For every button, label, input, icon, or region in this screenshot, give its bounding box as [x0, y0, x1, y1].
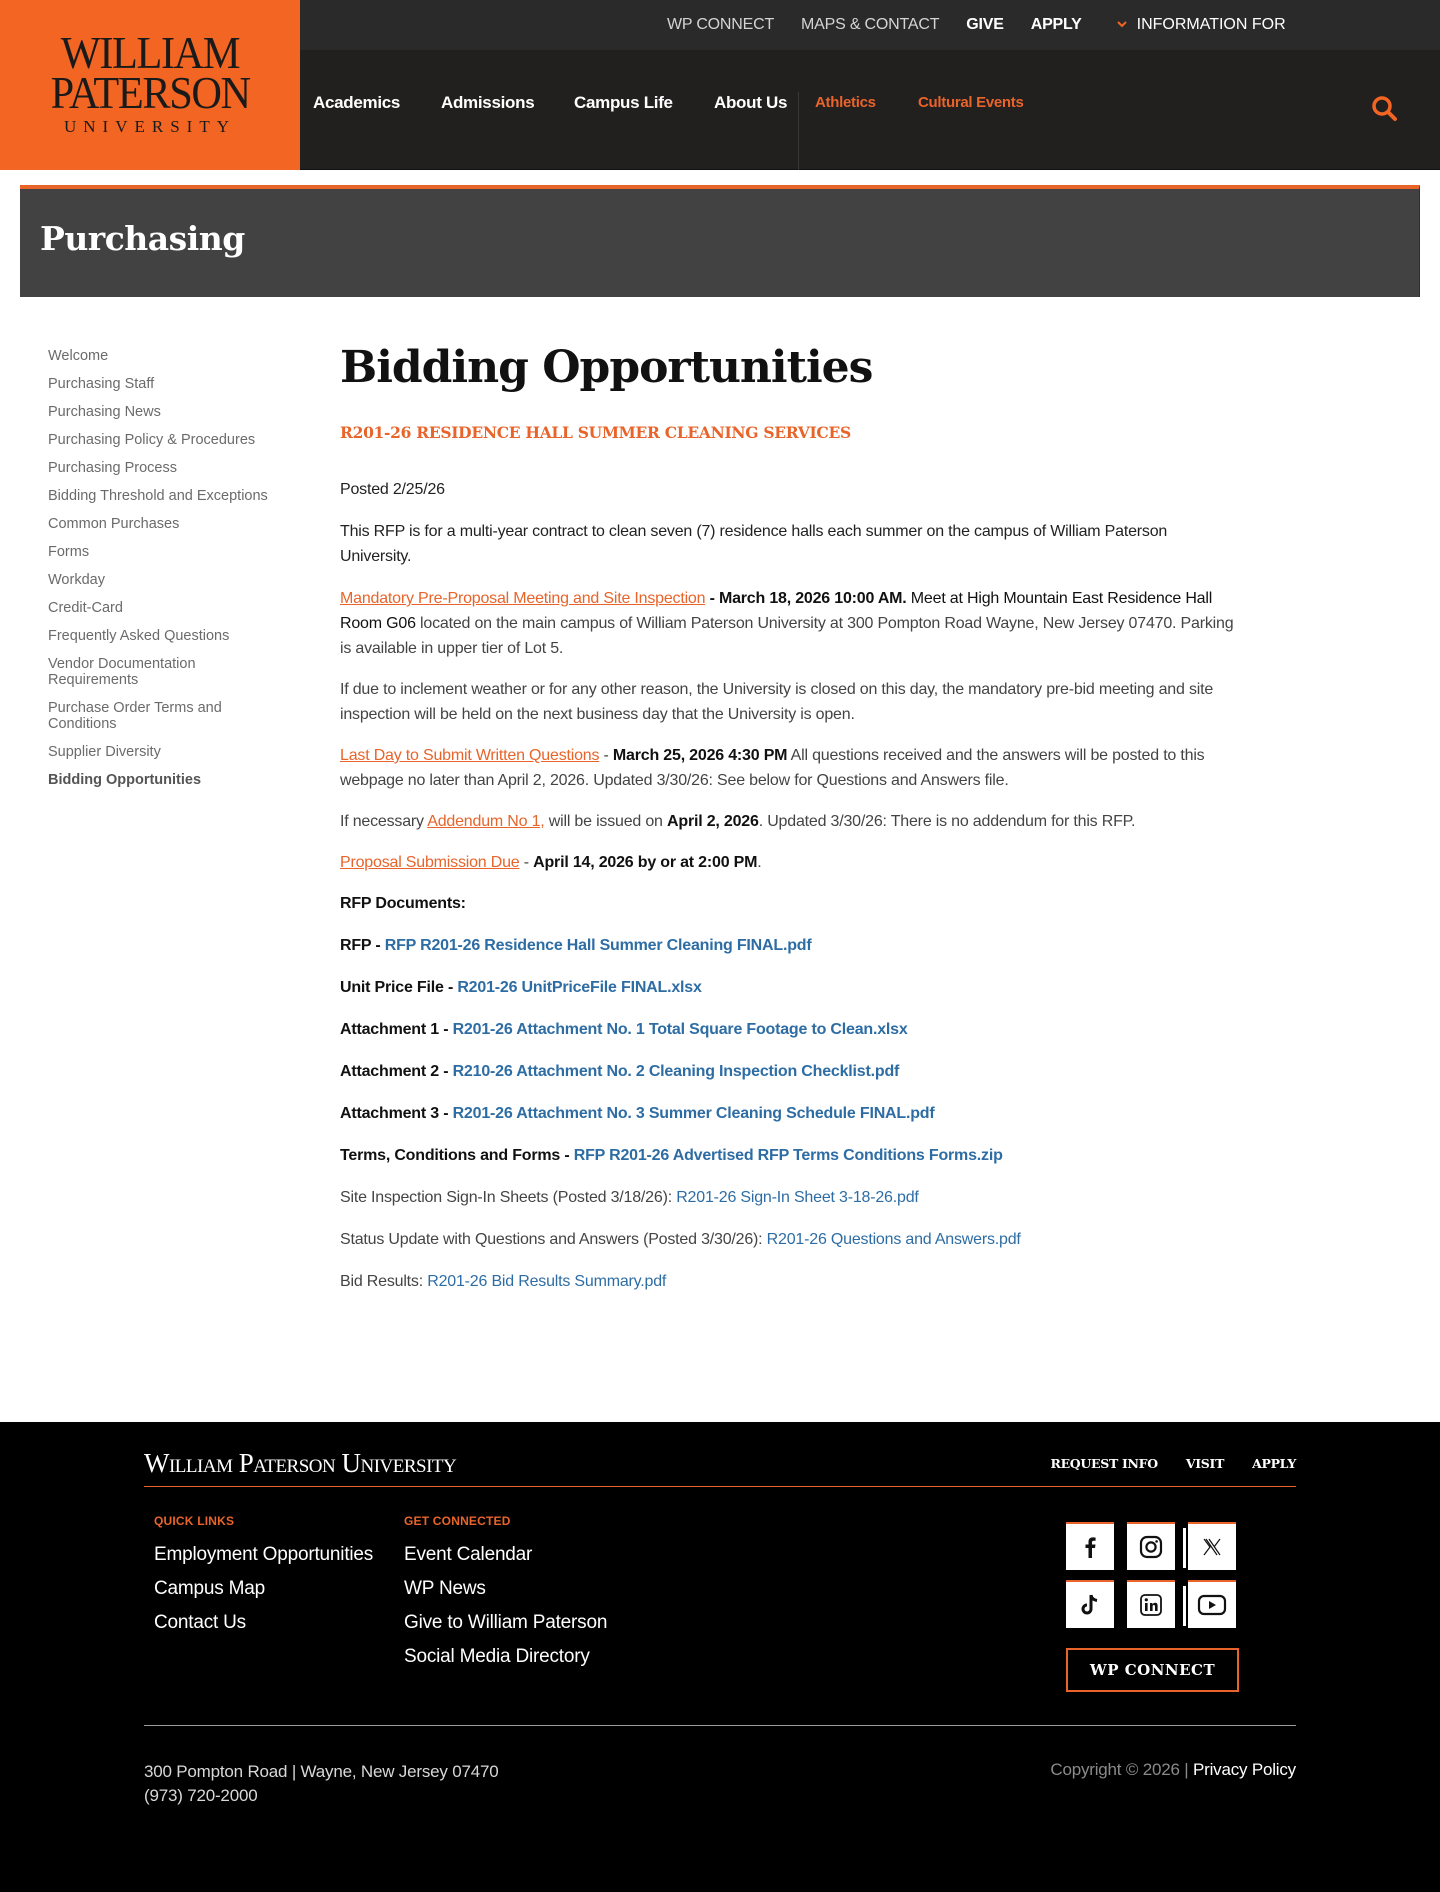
sidebar-item-workday[interactable]: Workday — [48, 572, 105, 588]
page-title: Bidding Opportunities — [340, 342, 873, 393]
document-row — [340, 975, 1240, 1000]
quick-links-title: QUICK LINKS — [154, 1514, 235, 1528]
footer-link-wp-news[interactable]: WP News — [404, 1578, 486, 1599]
document-link-attachment-1[interactable]: R201-26 Attachment No. 1 Total Square Footage to Clean.xlsx — [452, 1021, 908, 1038]
footer-link-employment[interactable]: Employment Opportunities — [154, 1544, 374, 1565]
logo-line-university: UNIVERSITY — [64, 117, 236, 136]
logo-line-william: WILLIAM — [60, 27, 240, 78]
privacy-policy-link[interactable]: Privacy Policy — [1192, 1760, 1296, 1779]
nav-divider — [798, 92, 799, 170]
addendum-prefix: If necessary — [340, 813, 428, 830]
questions-paragraph — [340, 743, 1240, 793]
nav-about-us[interactable]: About Us — [714, 93, 788, 112]
update-label: Status Update with Questions and Answers (Posted 3/30/26): — [340, 1231, 767, 1248]
weather-note: If due to inclement weather or for any other reason, the University is closed on this day, the mandatory pre-bid meeting and site inspection will be held on the next business day that the University is open. — [340, 681, 1214, 723]
meeting-location: Meet at High Mountain East Residence Hall Room G06 — [340, 590, 1213, 632]
document-row — [340, 1017, 1240, 1042]
footer-link-campus-map[interactable]: Campus Map — [154, 1578, 265, 1599]
sidebar-item-supplier-diversity[interactable]: Supplier Diversity — [48, 744, 161, 760]
update-row — [340, 1227, 1240, 1252]
university-logo[interactable] — [0, 0, 300, 170]
information-for-label: INFORMATION FOR — [1136, 16, 1286, 33]
sidebar-item-bidding-threshold[interactable]: Bidding Threshold and Exceptions — [48, 488, 268, 504]
sidebar-item-vendor-documentation[interactable]: Vendor Documentation Requirements — [48, 656, 196, 688]
document-link-unit-price[interactable]: R201-26 UnitPriceFile FINAL.xlsx — [457, 979, 702, 996]
update-label: Bid Results: — [340, 1273, 428, 1290]
update-row — [340, 1269, 1240, 1294]
get-connected-title: GET CONNECTED — [404, 1514, 511, 1528]
youtube-icon[interactable] — [1188, 1580, 1236, 1628]
questions-link[interactable]: Last Day to Submit Written Questions — [340, 747, 600, 764]
addendum-link[interactable]: Addendum No 1, — [427, 813, 545, 830]
utility-link-maps-contact[interactable]: MAPS & CONTACT — [801, 16, 940, 33]
footer-link-give[interactable]: Give to William Paterson — [404, 1612, 608, 1633]
tiktok-icon[interactable] — [1066, 1580, 1114, 1628]
utility-link-give[interactable]: GIVE — [966, 16, 1004, 33]
document-link-rfp[interactable]: RFP R201-26 Residence Hall Summer Cleaning FINAL.pdf — [384, 937, 812, 954]
submission-link[interactable]: Proposal Submission Due — [340, 854, 520, 871]
update-label: Site Inspection Sign-In Sheets (Posted 3/18/26): — [340, 1189, 677, 1206]
update-link-questions-answers[interactable]: R201-26 Questions and Answers.pdf — [766, 1231, 1021, 1248]
addendum-paragraph — [340, 809, 1240, 834]
utility-link-apply[interactable]: APPLY — [1030, 16, 1082, 33]
footer-divider — [144, 1486, 1296, 1487]
sidebar-item-purchasing-process[interactable]: Purchasing Process — [48, 460, 177, 476]
sidebar-item-po-terms[interactable]: Purchase Order Terms and Conditions — [48, 700, 222, 732]
phone-number: (973) 720-2000 — [144, 1786, 258, 1805]
document-link-terms-forms[interactable]: RFP R201-26 Advertised RFP Terms Conditions Forms.zip — [573, 1147, 1003, 1164]
sidebar-item-common-purchases[interactable]: Common Purchases — [48, 516, 180, 532]
meeting-link[interactable]: Mandatory Pre-Proposal Meeting and Site Inspection — [340, 590, 706, 607]
site-header — [0, 0, 1440, 170]
document-link-attachment-3[interactable]: R201-26 Attachment No. 3 Summer Cleaning Schedule FINAL.pdf — [452, 1105, 935, 1122]
nav-athletics[interactable]: Athletics — [815, 94, 876, 111]
facebook-icon[interactable] — [1066, 1522, 1114, 1570]
footer-top-links — [1022, 1456, 1296, 1471]
utility-link-wp-connect[interactable]: WP CONNECT — [667, 16, 775, 33]
footer-link-social-directory[interactable]: Social Media Directory — [404, 1646, 590, 1667]
addendum-date: April 2, 2026 — [667, 813, 759, 830]
x-icon[interactable] — [1188, 1522, 1236, 1570]
nav-admissions[interactable]: Admissions — [441, 93, 535, 112]
meeting-paragraph — [340, 586, 1240, 661]
section-title: Purchasing — [40, 219, 245, 258]
rfp-heading: R201-26 RESIDENCE HALL SUMMER CLEANING SERVICES — [340, 423, 851, 442]
update-row — [340, 1185, 1240, 1210]
document-label: Terms, Conditions and Forms - — [340, 1147, 574, 1164]
section-banner — [20, 185, 1420, 297]
wp-connect-button[interactable]: WP CONNECT — [1066, 1648, 1239, 1692]
sidebar-item-forms[interactable]: Forms — [48, 544, 90, 560]
sidebar-item-credit-card[interactable]: Credit-Card — [48, 600, 123, 616]
instagram-icon[interactable] — [1127, 1522, 1175, 1570]
sidebar-item-bidding-opportunities[interactable]: Bidding Opportunities — [48, 772, 202, 788]
document-label: Attachment 1 - — [340, 1021, 453, 1038]
copyright-text: Copyright © 2026 | — [1050, 1760, 1193, 1779]
main-content — [340, 338, 1240, 1294]
addendum-details: . Updated 3/30/26: There is no addendum for this RFP. — [758, 813, 1136, 830]
sidebar-nav — [48, 348, 298, 800]
address-line: 300 Pompton Road | Wayne, New Jersey 07470 — [144, 1762, 499, 1781]
get-connected-column — [404, 1514, 607, 1680]
utility-bar — [300, 0, 1440, 50]
period: . — [757, 854, 762, 871]
footer-wordmark: William Paterson University — [144, 1448, 457, 1478]
submission-date: April 14, 2026 by or at 2:00 PM — [533, 854, 758, 871]
document-row — [340, 1059, 1240, 1084]
nav-campus-life[interactable]: Campus Life — [574, 93, 673, 112]
quick-links-column — [154, 1514, 373, 1646]
document-row — [340, 933, 1240, 958]
footer-link-apply[interactable]: APPLY — [1252, 1456, 1296, 1471]
sidebar-item-purchasing-staff[interactable]: Purchasing Staff — [48, 376, 155, 392]
footer-link-request-info[interactable]: REQUEST INFO — [1050, 1456, 1158, 1471]
nav-cultural-events[interactable]: Cultural Events — [918, 94, 1024, 111]
update-link-bid-results[interactable]: R201-26 Bid Results Summary.pdf — [427, 1273, 667, 1290]
sidebar-item-faq[interactable]: Frequently Asked Questions — [48, 628, 230, 644]
footer-bottom-divider — [144, 1725, 1296, 1726]
meeting-date: - March 18, 2026 10:00 AM. — [705, 590, 907, 607]
questions-details: All questions received and the answers will be posted to this webpage no later than April 2, 2026. Updated 3/30/26: See below for Questions and Answers file. — [340, 747, 1205, 789]
document-row — [340, 1143, 1240, 1168]
footer-link-event-calendar[interactable]: Event Calendar — [404, 1544, 533, 1565]
nav-academics[interactable]: Academics — [313, 93, 401, 112]
addendum-middle: will be issued on — [544, 813, 668, 830]
document-label: RFP - — [340, 937, 385, 954]
sidebar-item-welcome[interactable]: Welcome — [48, 348, 109, 364]
footer-link-contact-us[interactable]: Contact Us — [154, 1612, 246, 1633]
chevron-down-icon — [1117, 19, 1127, 31]
rfp-intro: This RFP is for a multi-year contract to clean seven (7) residence halls each summer on the campus of William Paterson University. — [340, 523, 1168, 565]
linkedin-icon[interactable] — [1127, 1580, 1175, 1628]
sidebar-item-purchasing-news[interactable]: Purchasing News — [48, 404, 161, 420]
document-label: Unit Price File - — [340, 979, 458, 996]
social-links — [1066, 1522, 1236, 1628]
submission-paragraph — [340, 850, 1240, 875]
search-icon[interactable] — [1370, 94, 1400, 124]
documents-heading: RFP Documents: — [340, 895, 466, 912]
footer-link-visit[interactable]: VISIT — [1185, 1456, 1225, 1471]
logo-line-paterson: PATERSON — [50, 67, 250, 118]
document-link-attachment-2[interactable]: R210-26 Attachment No. 2 Cleaning Inspection Checklist.pdf — [452, 1063, 900, 1080]
separator: - — [599, 747, 613, 764]
questions-date: March 25, 2026 4:30 PM — [612, 747, 788, 764]
footer-copyright — [1050, 1760, 1296, 1780]
site-footer — [0, 1422, 1440, 1892]
separator: - — [519, 854, 534, 871]
sidebar-item-policy-procedures[interactable]: Purchasing Policy & Procedures — [48, 432, 256, 448]
document-label: Attachment 3 - — [340, 1105, 453, 1122]
main-nav — [300, 50, 1440, 170]
document-row — [340, 1101, 1240, 1126]
footer-address — [144, 1760, 498, 1808]
update-link-sign-in-sheet[interactable]: R201-26 Sign-In Sheet 3-18-26.pdf — [676, 1189, 919, 1206]
document-label: Attachment 2 - — [340, 1063, 453, 1080]
posted-date: Posted 2/25/26 — [340, 481, 445, 498]
meeting-details: located on the main campus of William Paterson University at 300 Pompton Road Wayne, New Jersey 07470. Parking is available in upper tier of Lot 5. — [340, 615, 1234, 657]
information-for-dropdown[interactable] — [1117, 16, 1286, 34]
